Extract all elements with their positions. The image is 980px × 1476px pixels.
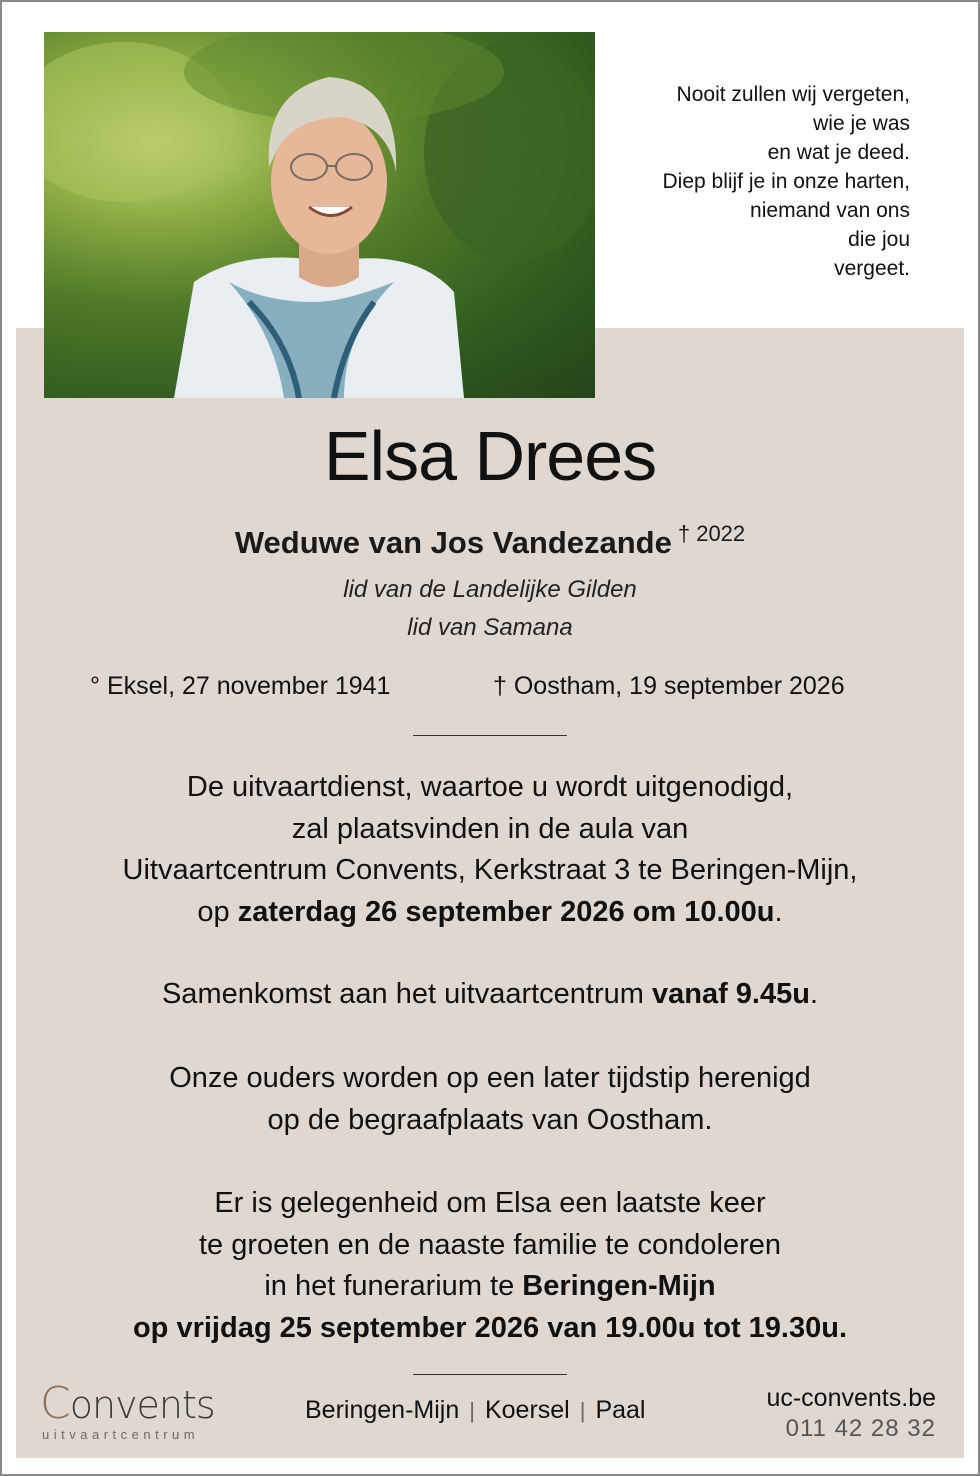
gathering-time: vanaf 9.45u xyxy=(651,978,810,1010)
logo-wordmark xyxy=(40,1378,220,1429)
service-paragraph xyxy=(0,767,980,933)
burial-line: op de begraafplaats van Oostham. xyxy=(267,1103,713,1136)
memorial-poem xyxy=(590,80,910,283)
membership-1: lid van de Landelijke Gilden xyxy=(343,576,637,603)
gathering-paragraph xyxy=(0,974,980,1016)
service-line xyxy=(0,892,980,934)
location-list xyxy=(305,1396,646,1425)
phone-number: 011 42 28 32 xyxy=(785,1415,936,1442)
viewing-line xyxy=(0,1266,980,1308)
viewing-line: Er is gelegenheid om Elsa een laatste keer xyxy=(214,1187,766,1219)
convents-logo xyxy=(40,1378,220,1442)
location-item: Koersel xyxy=(484,1396,570,1424)
viewing-paragraph xyxy=(0,1183,980,1349)
poem-line: Nooit zullen wij vergeten, xyxy=(676,83,910,106)
contact-info xyxy=(766,1382,936,1444)
viewing-line: te groeten en de naaste familie te condoleren xyxy=(198,1228,781,1261)
website-link[interactable]: uc-convents.be xyxy=(766,1384,936,1412)
separator: | xyxy=(579,1398,586,1423)
logo-subtitle: uitvaartcentrum xyxy=(42,1427,200,1442)
viewing-line xyxy=(0,1308,980,1350)
viewing-datetime: op vrijdag 25 september 2026 van 19.00u tot 19.30u. xyxy=(132,1311,848,1344)
location-item: Beringen-Mijn xyxy=(305,1396,460,1424)
portrait-illustration xyxy=(44,32,595,398)
birth-info: ° Eksel, 27 november 1941 xyxy=(90,672,391,700)
membership-2: lid van Samana xyxy=(407,614,573,641)
service-line: Uitvaartcentrum Convents, Kerkstraat 3 te Beringen-Mijn, xyxy=(122,854,858,886)
viewing-prefix: in het funerarium te xyxy=(264,1270,523,1302)
burial-paragraph xyxy=(0,1058,980,1141)
burial-line: Onze ouders worden op een later tijdstip herenigd xyxy=(169,1062,811,1094)
logo-rest: onvents xyxy=(69,1383,215,1427)
divider xyxy=(413,735,567,736)
poem-line: niemand van ons xyxy=(750,199,910,222)
service-datetime: zaterdag 26 september 2026 om 10.00u xyxy=(237,895,775,928)
gathering-prefix: Samenkomst aan het uitvaartcentrum xyxy=(161,978,652,1010)
logo-initial: C xyxy=(40,1378,70,1429)
poem-line: vergeet. xyxy=(834,257,910,280)
divider xyxy=(413,1374,567,1375)
poem-line: en wat je deed. xyxy=(767,141,910,164)
spouse-death-year: † 2022 xyxy=(677,521,746,546)
poem-line: Diep blijf je in onze harten, xyxy=(662,170,910,193)
gathering-suffix: . xyxy=(809,978,819,1010)
poem-line: wie je was xyxy=(813,112,910,135)
service-suffix: . xyxy=(774,895,783,928)
service-prefix: op xyxy=(197,895,238,928)
poem-line: die jou xyxy=(848,228,910,251)
portrait-photo xyxy=(44,32,595,398)
deceased-name: Elsa Drees xyxy=(323,417,657,495)
service-line: zal plaatsvinden in de aula van xyxy=(291,812,689,845)
location-item: Paal xyxy=(595,1396,646,1424)
gathering-line xyxy=(0,974,980,1016)
spouse-text: Weduwe van Jos Vandezande xyxy=(234,525,672,560)
spouse-line xyxy=(0,514,980,563)
separator: | xyxy=(469,1398,475,1423)
service-line: De uitvaartdienst, waartoe u wordt uitgenodigd, xyxy=(186,771,794,803)
viewing-location: Beringen-Mijn xyxy=(522,1270,716,1302)
death-info: † Oostham, 19 september 2026 xyxy=(493,672,845,700)
